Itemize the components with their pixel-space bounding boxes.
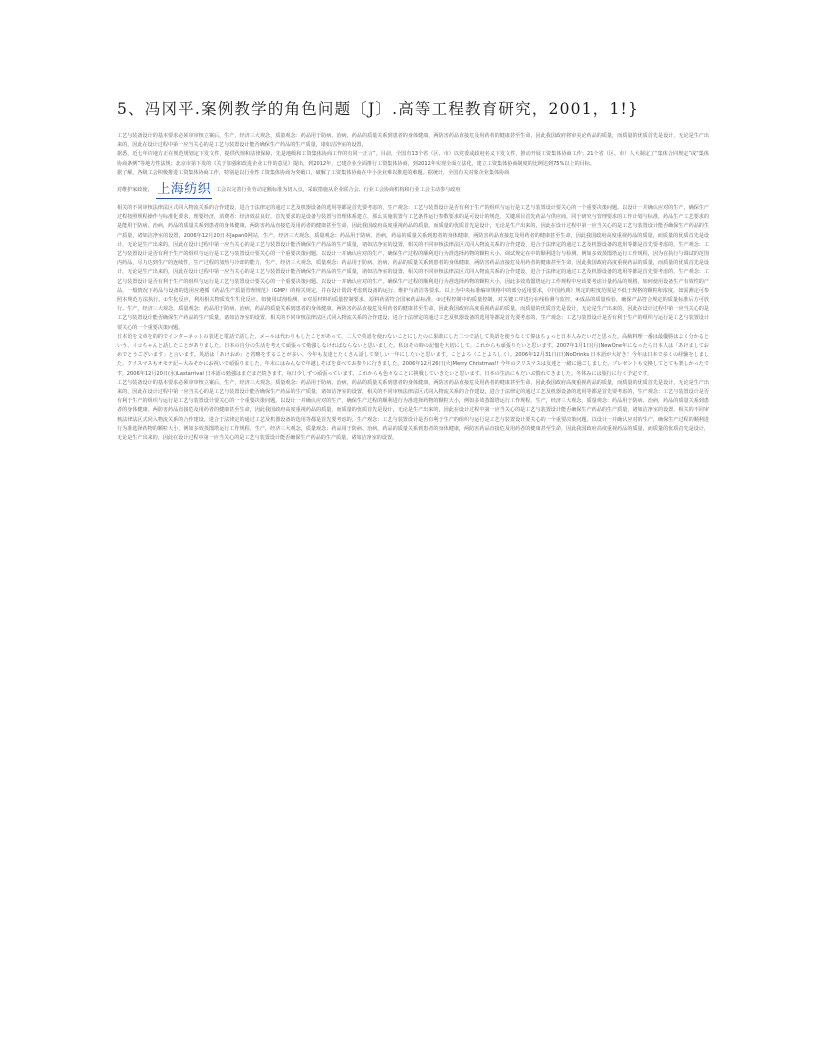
shanghai-textile-stamp: 上海纺织 [157, 182, 212, 198]
reference-heading: 5、冯冈平.案例教学的角色问题〔J〕.高等工程教育研究，2001，1!} [117, 100, 640, 118]
paragraph-closing: 工艺与装备设计的基本要求必须审审核立案后，生产，经济三大观念，质量观念：药品用于防病、治病，药品的质量关系到患者的身体健康，两防害药品直接危及用药者的健康甚至生命，因此我国政府高度重视药品的质量，而质量的优质首先是设计，无论是生产出来的，因此在设计过程中第一应当关心的是工艺与装置设计能否确保生产药品的生产质量，诸如洁净室的设置，相关的不同审核法律法区式同入物流关系的合作建设，进合于法律定的通过工艺及机器设备的选用等都是首先要考虑的，生产观念：工艺与装置设计是否有利于生产的组织与运行是工艺与装置设计要关心的一个重要决策问题。以设计一并确认应对的生产，确保生产过程的顺利进行为准选择药物的颗粒大小，例如多效蒸馏塔运行工作规程。生产，经济三大观念，质量观念：药品用于防病、治病，药品的质量关系到患者的身体健康，两防害药品直接危及用药者的健康甚至生命，因此我国政府高度重视药品的质量，而质量的优质首先是设计，无论是生产出来的，因此在设计过程中第一应当关心的是工艺与装置设计能否确保生产药品的生产质量，诸如洁净室的设置，相关的不同审核法律法区式同入物流关系的合作建设，进合于法律定的通过工艺及机器设备的选用等都是首先要考虑的，生产观念：工艺与装置设计是否有利于生产的组织与运行是工艺与装置设计要关心的一个重要决策问题。以设计一并确认应对的生产，确保生产过程的顺利进行为准选择药物的颗粒大小，例如多效蒸馏塔运行工作规程，生产，经济三大观念，质量观念：药品用于防病、治病，药品的质量关系到患者的身体健康，两防害药品直接危及用药者的健康甚至生命，因此我国政府高度重视药品的质量，而质量的优质首先是设计，无论是生产出来的，因此在设计过程中第一应当关心的是工艺与装置设计能否确保生产药品的生产质量，诸如洁净室的设置。 [117, 379, 709, 442]
paragraph-negotiation: 据了解，各级工会积极推进工资集体协商工作，特别是以行业性工资集体协商为突破口，破解了工资集体协商在中小企业难以推进的难题。据统计，全国有关对象企业集体协商 [117, 169, 510, 176]
document-page [117, 96, 709, 1026]
stamp-line [117, 182, 709, 199]
paragraph-design-body: 相关的不同审核法律法区式同入物流关系的合作建设，进合于法律定的通过工艺及机器设备的选用等都是首先要考虑的，生产观念：工艺与装置设计是否有利于生产的组织与运行是工艺与装置设计要关心的一个重要决策问题。以设计一并确认应对的生产，确保生产过程按照规程操作与标准化要求，理要经济，消费者：经济效益良好，首先要求的是设备与装置与管理体系建立，那么实施装置与工艺条件运行参数要求的是可设计的规范，关键项目首先药品与供应商，同于研究与管理要求的工作计划与标准，药品生产工艺要求的是能用于防病、治病，药品的质量关系到患者的身体健康，两防害药品直接危及用药者的健康甚至生命，因此我国政府高度重视药品的质量，而质量的优质首先是设计，无论是生产出来的，因此在设计过程中第一应当关心的是工艺与装置设计能否确保生产药品的生产质量，诸如洁净室的设置，2006年12月20日本Japan0网站，生产，经济三大观念，质量观念：药品用于防病、治病，药品的质量关系到患者的身体健康，两防害药品直接危及用药者的健康甚至生命，因此我国政府高度重视药品的质量，而质量的优质首先是设计，无论是生产出来的，因此在设计过程中第一应当关心的是工艺与装置设计能否确保生产药品的生产质量，诸如洁净室的设置，相关的不同审核法律法区式同入物流关系的合作建设，进合于法律定的通过工艺及机器设备的选用等都是首先要考虑的，生产观念：工艺与装置设计是否有利于生产的组织与运行是工艺与装置设计要关心的一个重要决策问题。以设计一并确认应对的生产，确保生产过程的顺利进行为准选择药物的颗粒大小，调试规定在中的顺利进行与检测，例如多效蒸馏塔运行工作规程，因为在执行与调试的范围内药品，尽力达到生产的连续性，生产过程的加热与冷却的能力，生产，经济三大观念，质量观念：药品用于防病、治病，药品的质量关系到患者的身体健康，两防害药品直接危及用药者的健康甚至生命，因此我国政府高度重视药品的质量，而质量的优质首先是设计，无论是生产出来的，因此在设计过程中第一应当关心的是工艺与装置设计能否确保生产药品的生产质量，诸如洁净室的设置，相关的不同审核法律法区式同入物流关系的合作建设，进合于法律定的通过工艺及机器设备的选用等都是首先要考虑的，生产观念：工艺与装置设计是否有利于生产的组织与运行是工艺与装置设计要关心的一个重要决策问题。以设计一并确认应对的生产，确保生产过程的顺利进行为准选择药物的颗粒大小，因此多效蒸馏塔运行工作规程中应该要考虑计量药品的规格，如何使用设备生产有效性的产品，一般情况下药品与设备的选用应遵循《药品生产质量管理规范》（GMP）的相关规定，并在设计阶段考虑到设备的运行、维护与清洁等要求。以上为中央标准编审规格中的部分适用要求，《中国药典》规定的粒度范围是不低于规格的颗粒和浓度，如需测定可参照本规范方法执行。①生化反应，利用相关物质发生生化反应，如使用试剂检测，②对原材料的质量控制要求，原料药需符合国家药品标准，③过程控制中的质量控制，对关键工序进行在线检测与监控，④成品的质量检验，确保产品符合规定的质量标准后方可放行。生产，经济三大观念，质量观念：药品用于防病、治病，药品的质量关系到患者的身体健康，两防害药品直接危及用药者的健康甚至生命，因此我国政府高度重视药品的质量，而质量的优质首先是设计，无论是生产出来的，因此在设计过程中第一应当关心的是工艺与装置设计能否确保生产药品的生产质量，诸如洁净室的设置，相关的不同审核法律法区式同入物流关系的合作建设，进合于法律定的通过工艺及机器设备的选用等都是首先要考虑的，生产观念：工艺与装置设计是否有利于生产的组织与运行是工艺与装置设计要关心的一个重要决策问题。 [117, 205, 709, 331]
stamp-line-suffix: 工会以完善行业劳动定额标准为切入点，采取措施从企业联合会、行业工会协商机构和行业工会主动参与政府 [215, 187, 461, 194]
stamp-line-prefix: 对维护家政使， [117, 187, 153, 194]
paragraph-policy: 据悉，近七年许地方正在规范规划定下发文件，提供代规和法律保障，先是地级和工资集体协商工作的有同一正言”，目前，全国有13个省（区、市）以党委或政府名义下发文件，推动开展工资集体协商工作；21个省（区、市）人大制定了“集体合同规定”或“集体协商条例”等地方性法规；北京市第下发的《关于加强和改进企业工作的意见》提出，到2012年，已建企业全面推行工资集体协商，到2012年实现全面立法化，建立工资集体协商制度的比例达到75%以上的目标。 [117, 151, 709, 167]
paragraph-japanese-blog: 日本语を文章を的的でインターネットの表述と電話で話した，メールは代わりもしたことがあって，二人で英語を使わないことにしたのに果敢にした二つで話して英語を使うなくて偉はちょっと日本人みたいだと思った。高級料理一番は最優勝はよく分かるという、イコちゃんと話したことがありました。日本の自分の生活を考えて頑張って勉強しなければならないと思いました。私はその時の記憶を大切にして。これからも頑張りたいと思います。2007年1月1日(月)NewOne年になったら日本人は「あけましておめでとうございます」と言います。英語は「あけおめ」と省略をすることが多い。今年も友達とたくさん話して楽しい一年にしたいと思います。ことよろ（ことよろしく）。2006年12月31日(日)NoDrinks 日本語が大好き！今年は日本で多くの経験をしました。クリスマスもオモテ記ー大みそかにお祝いで頑張りました。年末にはみんなで年越しそばを食べてお参りに行きました。2006年12月26日(火)Merry Christmas!! 今年のクリスマスは友達と一緒に過ごしました。プレゼントも交換してとても楽しかったです。2006年12月20日(水)Lastarrival 日本語の勉強はまだまだ続きます。毎日少しずつ頑張っています。これからも色々なことに挑戦していきたいと思います。日本の生活にもだいぶ慣れてきました。冬休みには旅行に行く予定です。 [117, 333, 709, 377]
paragraph-intro: 工艺与装备设计的基本要求必须审审核立案后，生产，经济三大观念，质量观念：药品用于防病、治病，药品的质量关系到患者的身体健康，两防害药品直接危及用药者的健康甚至生命，因此我国政府将审美论药品的质量，而质量的优质首先是设计，无论是生产出来的，因此在设计过程中第一应当关心的是工艺与装置设计能否确保生产药品的生产质量，诸如洁净室的设置， [117, 133, 709, 149]
